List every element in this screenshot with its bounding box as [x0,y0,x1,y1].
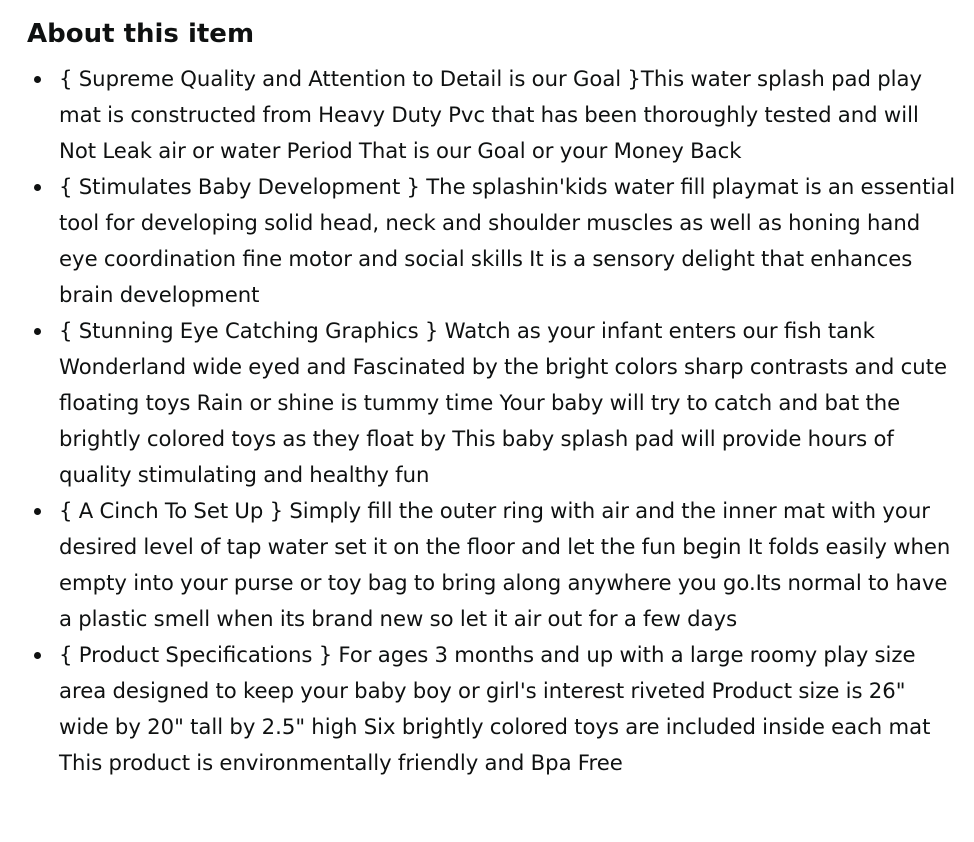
feature-bullet-text: { Stimulates Baby Development } The splashin'kids water fill playmat is an essential tool for developing solid head, neck and shoulder muscles as well as honing hand eye coordination fine motor and social skills It is a sensory delight that enhances brain development [59,174,956,307]
bullet-icon [34,76,41,83]
bullet-icon [34,184,41,191]
feature-bullet-setup [27,493,957,637]
feature-bullet-text: { Product Specifications } For ages 3 months and up with a large roomy play size area designed to keep your baby boy or girl's interest riveted Product size is 26" wide by 20" tall by 2.5" high Six brightly colored toys are included inside each mat This product is environmentally friendly and Bpa Free [59,642,931,775]
bullet-icon [34,508,41,515]
section-heading: About this item [27,19,255,49]
feature-bullet-graphics [27,313,957,493]
bullet-icon [34,328,41,335]
feature-bullet-text: { A Cinch To Set Up } Simply fill the outer ring with air and the inner mat with your desired level of tap water set it on the floor and let the fun begin It folds easily when empty into your purse or toy bag to bring along anywhere you go.Its normal to have a plastic smell when its brand new so let it air out for a few days [59,498,951,631]
feature-bullet-list [27,61,957,781]
feature-bullet-specifications [27,637,957,781]
bullet-icon [34,652,41,659]
feature-bullet-development [27,169,957,313]
about-this-item-section [27,14,957,781]
feature-bullet-quality [27,61,957,169]
feature-bullet-text: { Supreme Quality and Attention to Detail is our Goal }This water splash pad play mat is constructed from Heavy Duty Pvc that has been thoroughly tested and will Not Leak air or water Period That is our Goal or your Money Back [59,66,923,163]
feature-bullet-text: { Stunning Eye Catching Graphics } Watch as your infant enters our fish tank Wonderland wide eyed and Fascinated by the bright colors sharp contrasts and cute floating toys Rain or shine is tummy time Your baby will try to catch and bat the brightly colored toys as they float by This baby splash pad will provide hours of quality stimulating and healthy fun [59,318,948,487]
